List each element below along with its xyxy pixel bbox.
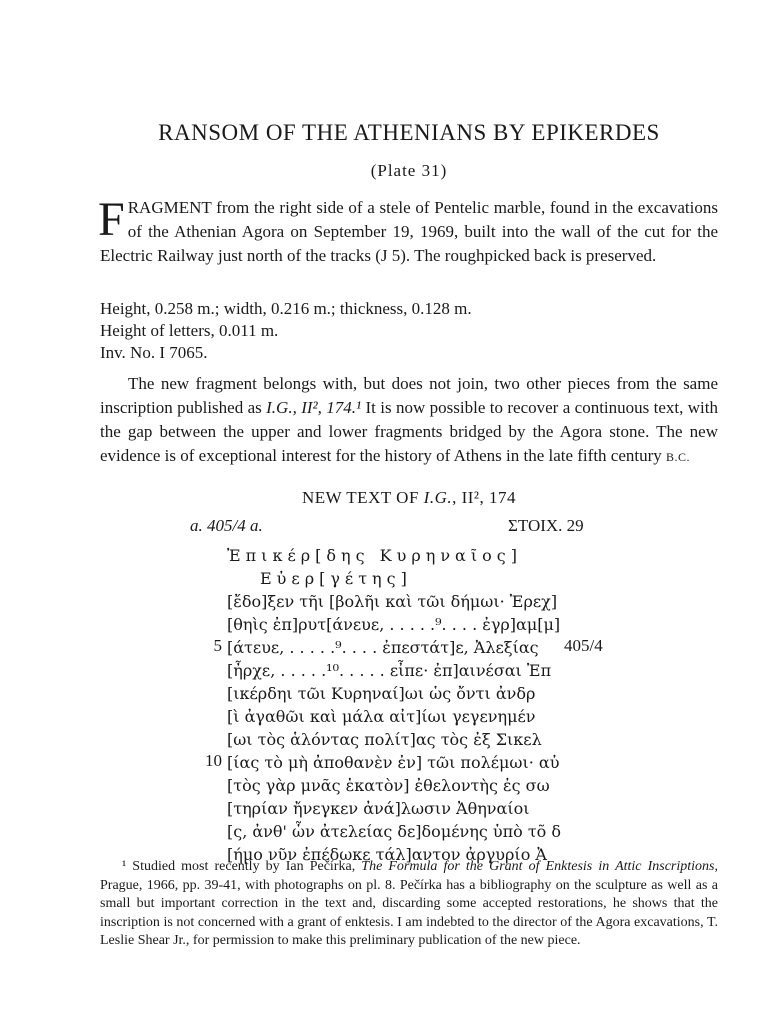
line-number: 5 xyxy=(213,636,222,655)
inscription-line: Εὐερ[γέτης] xyxy=(260,569,412,588)
inscription-line: [ἦρχε, . . . . .¹⁰. . . . . εἶπε· ἐπ]αινέσαι Ἐπ xyxy=(227,661,552,680)
era-label: B.C. xyxy=(666,450,691,464)
drop-cap: F xyxy=(98,193,125,246)
marginal-date: 405/4 xyxy=(564,636,603,655)
inscription-line: [ἔδο]ξεν τῆι [βολῆι καὶ τῶι δήμωι· Ἐρεχ] xyxy=(227,592,558,611)
stoichedon-label: ΣΤΟΙΧ. 29 xyxy=(508,516,584,535)
body-text: The new fragment belongs with, but does not join, two other pieces from the same inscription published as xyxy=(100,374,718,417)
inscription-line: [ήμο νῦν ἐπέδωκε τάλ]αντον ἀργυρίο Ἀ xyxy=(227,845,547,864)
footnote xyxy=(100,858,718,951)
heading-ref: I.G. xyxy=(423,488,453,507)
inscription-line: [ὶ ἀγαθῶι καὶ μάλα αἰτ]ίωι γεγενημέν xyxy=(227,707,536,726)
inscription-line: [ς, ἀνθ' ὧν ἀτελείας δε]δομένης ὑπὸ τõ δ xyxy=(227,822,562,841)
dimension-line: Height of letters, 0.011 m. xyxy=(100,321,279,340)
inscription-line: [άτευε, . . . . .⁹. . . . ἐπεστάτ]ε, Ἀλεξίας xyxy=(227,638,539,657)
line-number: 10 xyxy=(205,751,222,770)
footnote-title: The Formula for the Grant of Enktesis in Attic Inscriptions xyxy=(361,859,715,874)
dimension-line: Height, 0.258 m.; width, 0.216 m.; thickness, 0.128 m. xyxy=(100,299,472,318)
inscription-line: [τηρίαν ἤνεγκεν ἀνά]λωσιν Ἀθηναίοι xyxy=(227,799,530,818)
citation-ref: I.G., II², 174.¹ xyxy=(266,398,362,417)
inscription-date: a. 405/4 a. xyxy=(190,516,263,535)
page xyxy=(100,0,718,1024)
intro-text: RAGMENT from the right side of a stele of Pentelic marble, found in the excavations of the Athenian Agora on September 19, 1969, built into the wall of the cut for the Electric Railway just north of the tracks (J 5). The roughpicked back is preserved. xyxy=(100,198,718,265)
footnote-text: , Prague, 1966, pp. 39-41, with photographs on pl. 8. Pečírka has a bibliography on the sculpture as well as a small but important correction in the text and, discarding some accepted restorations, he shows that the inscription is not concerned with a grant of enktesis. I am indebted to the director of the Agora excavations, T. Leslie Shear Jr., for permission to make this preliminary publication of the new piece. xyxy=(100,859,718,948)
inscription-line: [ικέρδηι τῶι Κυρηναί]ωι ὡς ὄντι ἀνδρ xyxy=(227,684,536,703)
footnote-text: Studied most recently by Ian Pečírka, xyxy=(126,859,362,874)
inscription-line: [ίας τὸ μὴ ἀποθανὲν ἐν] τῶι πολέμωι· αὐ xyxy=(227,753,560,772)
body-text: It is now possible to recover a continuous text, with the gap between the upper and lower fragments bridged by the Agora stone. The new evidence is of exceptional interest for the history of Athens in the late fifth century xyxy=(100,398,718,465)
intro-paragraph xyxy=(98,193,718,268)
new-text-heading xyxy=(100,488,718,508)
inscription-line: Ἐπικέρ[δης Κυρηναῖος] xyxy=(227,546,522,565)
dimension-line: Inv. No. I 7065. xyxy=(100,343,208,362)
plate-reference: (Plate 31) xyxy=(370,161,448,180)
inscription-line: [ωι τὸς ἁλόντας πολίτ]ας τὸς ἐξ Σικελ xyxy=(227,730,542,749)
heading-text: NEW TEXT OF xyxy=(301,488,424,507)
footnote-marker: ¹ xyxy=(122,859,127,874)
inscription-line: [θηὶς ἐπ]ρυτ[άνευε, . . . . .⁹. . . . ἐγρ]αμ[μ] xyxy=(227,615,561,634)
article-title: RANSOM OF THE ATHENIANS BY EPIKERDES xyxy=(158,120,660,145)
dimensions-block xyxy=(100,298,718,364)
heading-text: , II², 174 xyxy=(452,488,517,507)
body-paragraph xyxy=(100,372,718,469)
inscription-line: [τὸς γὰρ μνᾶς ἑκατὸν] ἐθελοντὴς ἐς σω xyxy=(227,776,550,795)
